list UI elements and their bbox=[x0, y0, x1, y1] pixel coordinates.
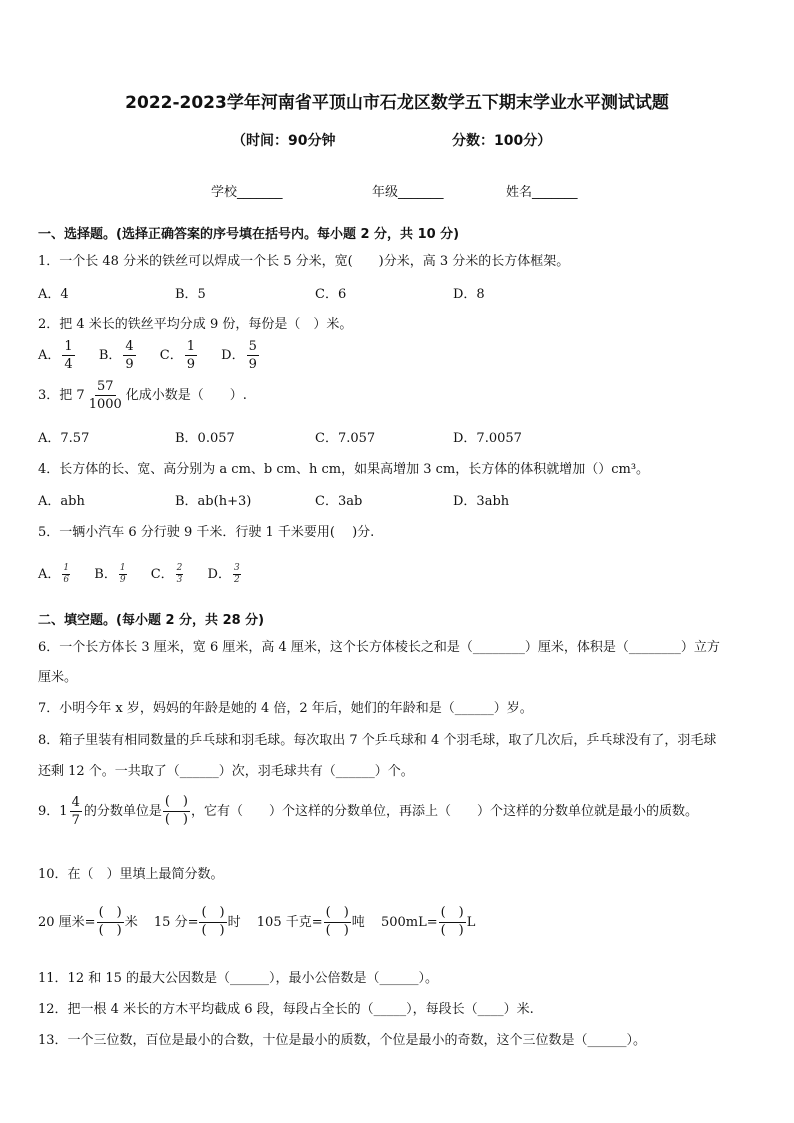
question-13: 13．一个三位数，百位是最小的合数，十位是最小的质数，个位是最小的奇数，这个三位数是（______）。 bbox=[38, 1033, 647, 1048]
q3-option-d: D．7.0057 bbox=[453, 431, 522, 446]
numerator: 57 bbox=[96, 379, 114, 394]
q10-items bbox=[38, 906, 475, 939]
q9-prefix: 9． bbox=[38, 803, 60, 819]
q2-options bbox=[38, 340, 261, 371]
question-4: 4．长方体的长、宽、高分别为 a cm、b cm、h cm，如果高增加 3 cm，长方体的体积就增加（）cm³。 bbox=[38, 462, 650, 477]
question-8-line1: 8．箱子里装有相同数量的乒乓球和羽毛球。每次取出 7 个乒乓球和 4 个羽毛球，取了几次后，乒乓球没有了，羽毛球 bbox=[38, 733, 717, 748]
denominator: 2 bbox=[233, 575, 240, 585]
numerator-blank: ( ) bbox=[163, 795, 190, 812]
question-12: 12．把一根 4 米长的方木平均截成 6 段，每段占全长的（_____），每段长（____）米. bbox=[38, 1002, 534, 1017]
q5-option-b-label: B． bbox=[94, 567, 117, 582]
q5-option-c-label: C． bbox=[150, 567, 174, 582]
q2-option-c-fraction bbox=[185, 340, 197, 371]
denominator: 1000 bbox=[88, 397, 122, 412]
q3-fraction bbox=[87, 380, 124, 411]
denominator: 9 bbox=[186, 357, 196, 372]
q5-options bbox=[38, 563, 243, 585]
denominator-blank: ( ) bbox=[325, 922, 349, 938]
denominator-blank: ( ) bbox=[440, 922, 464, 938]
denominator: 6 bbox=[63, 575, 70, 585]
q9-suffix: ，它有（ ）个这样的分数单位，再添上（ ）个这样的分数单位就是最小的质数。 bbox=[191, 803, 699, 819]
denominator-blank: ( ) bbox=[164, 811, 189, 827]
q5-option-a-label: A． bbox=[38, 567, 61, 582]
q10-item-4-box bbox=[439, 906, 466, 939]
denominator: 4 bbox=[64, 357, 73, 372]
q2-option-a-fraction bbox=[62, 340, 74, 371]
q10-item-4-left: 500mL= bbox=[380, 914, 438, 930]
q3-prefix: 3．把 7 bbox=[38, 388, 85, 403]
question-11: 11．12 和 15 的最大公因数是（______），最小公倍数是（______）。 bbox=[38, 971, 439, 986]
q10-item-2-left: 15 分= bbox=[153, 914, 199, 930]
q3-option-c: C．7.057 bbox=[315, 431, 376, 446]
question-9 bbox=[38, 795, 698, 828]
q4-option-d: D．3abh bbox=[453, 494, 510, 509]
question-2: 2．把 4 米长的铁丝平均分成 9 份，每份是（ ）米。 bbox=[38, 317, 353, 332]
denominator: 9 bbox=[125, 357, 134, 372]
numerator-blank: ( ) bbox=[439, 906, 466, 923]
score-label: 分数：100分） bbox=[452, 133, 552, 149]
q10-item-3-box bbox=[324, 906, 351, 939]
question-10: 10．在（ ）里填上最简分数。 bbox=[38, 867, 224, 882]
q10-item-1-unit: 米 bbox=[124, 914, 138, 930]
q10-item-3-unit: 吨 bbox=[351, 914, 365, 930]
question-6-line2: 厘米。 bbox=[38, 670, 78, 685]
q2-option-a-label: A． bbox=[38, 348, 61, 363]
q1-option-d: D．8 bbox=[453, 287, 485, 302]
q10-item-3-left: 105 千克= bbox=[256, 914, 323, 930]
q1-option-c: C．6 bbox=[315, 287, 347, 302]
question-6-line1: 6．一个长方体长 3 厘米，宽 6 厘米，高 4 厘米，这个长方体棱长之和是（________）厘米，体积是（________）立方 bbox=[38, 640, 720, 655]
q5-option-a-fraction bbox=[62, 564, 70, 585]
grade-field: 年级_______ bbox=[372, 185, 444, 200]
q2-option-d-fraction bbox=[247, 340, 259, 371]
numerator: 5 bbox=[248, 339, 257, 354]
q5-option-d-fraction bbox=[233, 564, 241, 585]
question-8-line2: 还剩 12 个。一共取了（______）次，羽毛球共有（______）个。 bbox=[38, 764, 414, 779]
q10-item-2-box bbox=[199, 906, 226, 939]
question-5: 5．一辆小汽车 6 分行驶 9 千米．行驶 1 千米要用( )分. bbox=[38, 525, 375, 540]
q10-item-1-left: 20 厘米= bbox=[38, 914, 96, 930]
question-7: 7．小明今年 x 岁，妈妈的年龄是她的 4 倍，2 年后，她们的年龄和是（______）岁。 bbox=[38, 701, 533, 716]
numerator: 4 bbox=[71, 794, 80, 810]
q3-option-b: B．0.057 bbox=[175, 431, 235, 446]
q9-mixed-number bbox=[59, 796, 84, 827]
section-fill-heading: 二、填空题。(每小题 2 分，共 28 分) bbox=[38, 613, 265, 628]
q10-item-4-unit: L bbox=[466, 914, 476, 930]
numerator: 4 bbox=[125, 339, 134, 354]
question-1: 1．一个长 48 分米的铁丝可以焊成一个长 5 分米，宽( )分米，高 3 分米的长方体框架。 bbox=[38, 254, 570, 269]
q5-option-b-fraction bbox=[119, 564, 127, 585]
name-field: 姓名_______ bbox=[506, 185, 578, 200]
q4-option-b: B．ab(h+3) bbox=[175, 494, 252, 509]
denominator-blank: ( ) bbox=[98, 922, 122, 938]
q10-item-2-unit: 时 bbox=[227, 914, 241, 930]
q5-option-c-fraction bbox=[176, 564, 184, 585]
whole-part: 1 bbox=[59, 803, 68, 819]
school-field: 学校_______ bbox=[211, 185, 283, 200]
numerator: 1 bbox=[64, 339, 73, 354]
q4-option-a: A．abh bbox=[38, 494, 85, 509]
q5-option-d-label: D． bbox=[207, 567, 231, 582]
numerator-blank: ( ) bbox=[199, 906, 226, 923]
q9-fraction bbox=[70, 796, 82, 827]
numerator-blank: ( ) bbox=[97, 906, 124, 923]
q2-option-c-label: C． bbox=[159, 348, 183, 363]
denominator: 7 bbox=[71, 812, 80, 828]
q2-option-d-label: D． bbox=[221, 348, 245, 363]
numerator: 1 bbox=[119, 563, 126, 573]
q10-item-1-box bbox=[97, 906, 124, 939]
section-choice-heading: 一、选择题。(选择正确答案的序号填在括号内。每小题 2 分，共 10 分) bbox=[38, 227, 460, 242]
denominator: 9 bbox=[248, 357, 257, 372]
q9-answer-fraction-box bbox=[163, 795, 190, 828]
numerator: 2 bbox=[176, 563, 183, 573]
denominator: 9 bbox=[119, 575, 126, 585]
q3-suffix: 化成小数是（ ）. bbox=[125, 388, 247, 403]
q3-option-a: A．7.57 bbox=[38, 431, 90, 446]
question-3 bbox=[38, 380, 247, 411]
denominator: 3 bbox=[176, 575, 183, 585]
numerator: 1 bbox=[186, 339, 196, 354]
numerator: 1 bbox=[63, 563, 70, 573]
q9-mid: 的分数单位是 bbox=[83, 803, 162, 819]
numerator: 3 bbox=[233, 563, 240, 573]
page-title: 2022-2023学年河南省平顶山市石龙区数学五下期末学业水平测试试题 bbox=[125, 93, 669, 113]
denominator-blank: ( ) bbox=[201, 922, 225, 938]
q2-option-b-label: B． bbox=[98, 348, 122, 363]
q1-option-a: A．4 bbox=[38, 287, 69, 302]
q1-option-b: B．5 bbox=[175, 287, 206, 302]
numerator-blank: ( ) bbox=[324, 906, 351, 923]
q2-option-b-fraction bbox=[123, 340, 135, 371]
time-label: （时间：90分钟 bbox=[232, 133, 336, 149]
q4-option-c: C．3ab bbox=[315, 494, 363, 509]
